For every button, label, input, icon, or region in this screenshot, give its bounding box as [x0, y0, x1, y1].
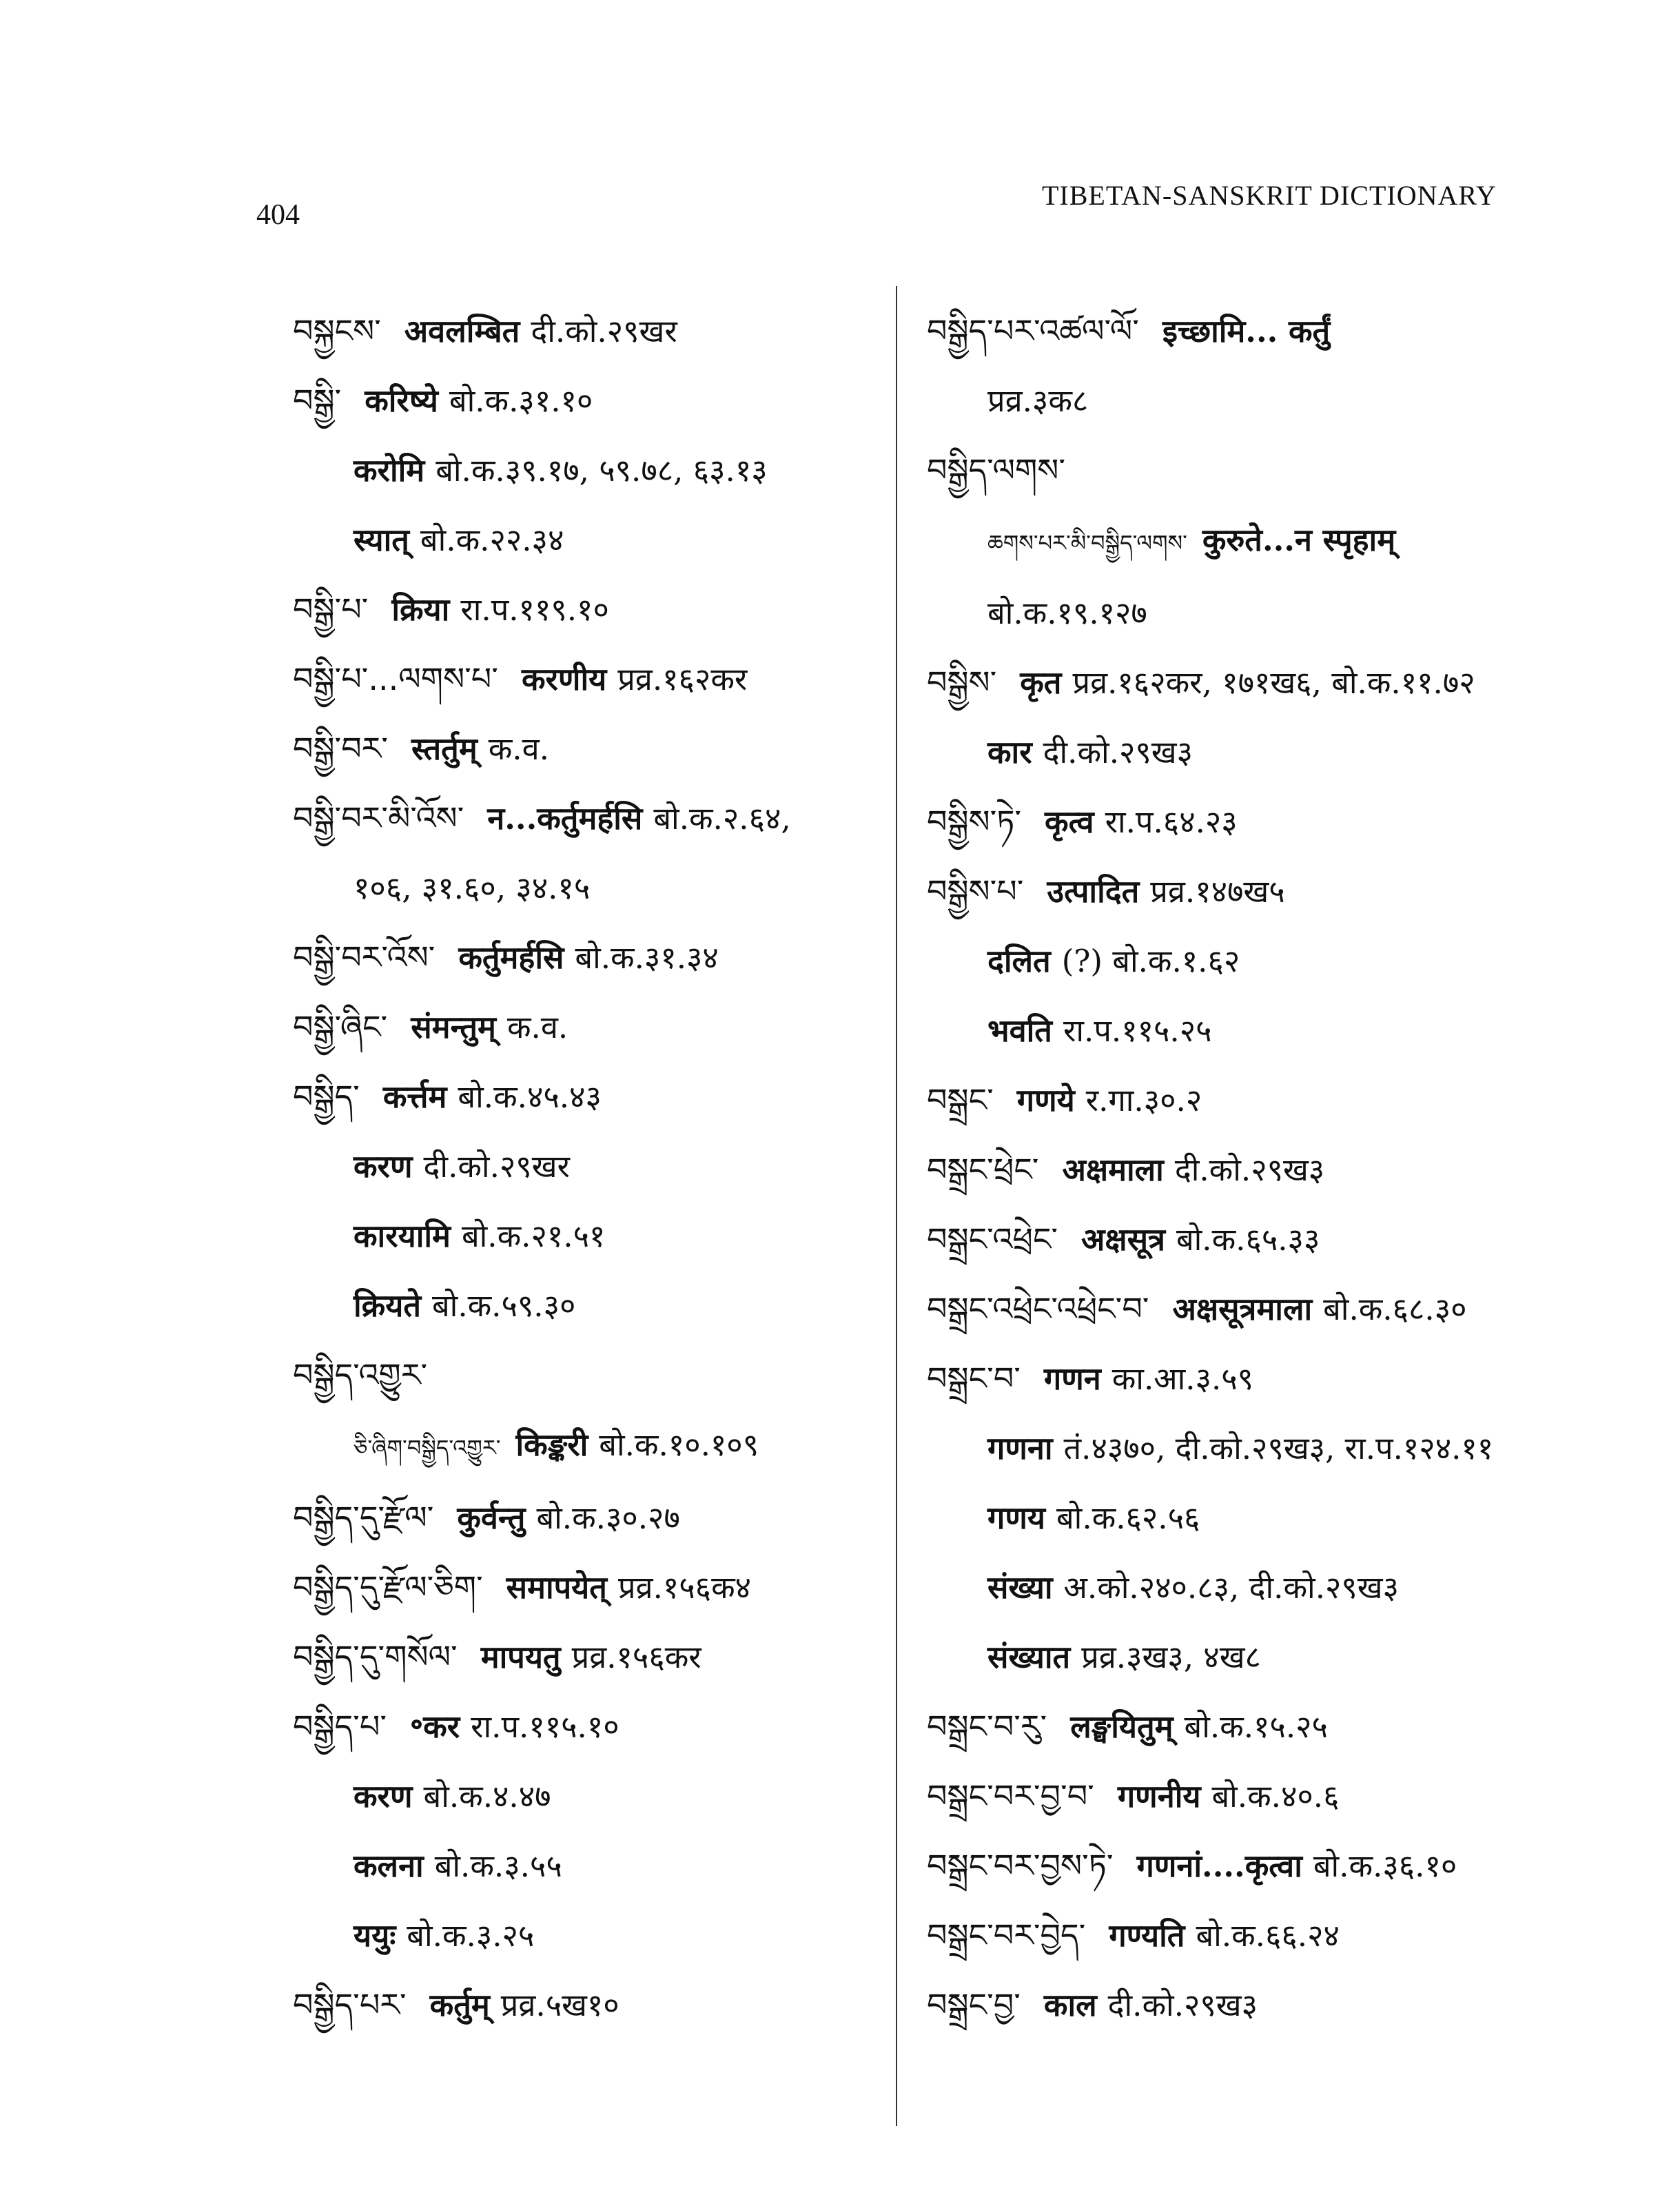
- dictionary-entry: [927, 1970, 1533, 2040]
- tibetan-headword: བསྒྲང་བར་བྱ་བ་: [927, 1777, 1094, 1815]
- sanskrit-equivalent: भवति: [987, 1012, 1052, 1049]
- source-reference: प्रव्र.१६२कर, १७१ख६, बो.क.११.७२: [1072, 664, 1475, 701]
- dictionary-entry: [927, 1483, 1533, 1553]
- tibetan-headword: བསྒྱིད་འགྱུར་: [293, 1356, 428, 1393]
- sanskrit-equivalent: अवलम्बित: [404, 313, 520, 349]
- dictionary-entry: [293, 1132, 899, 1201]
- sanskrit-equivalent: किङ्करी: [515, 1427, 588, 1463]
- dictionary-entry: [927, 1622, 1533, 1692]
- tibetan-headword: བསྒྲང་བ་རུ་: [927, 1708, 1047, 1745]
- sanskrit-equivalent: कारयामि: [354, 1218, 451, 1254]
- sanskrit-equivalent: गणनां....कृत्वा: [1136, 1848, 1302, 1884]
- source-reference: प्रव्र.५ख१०: [500, 1987, 619, 2023]
- sanskrit-equivalent: गणय: [987, 1500, 1045, 1536]
- sanskrit-equivalent: संख्यात: [987, 1639, 1071, 1675]
- dictionary-entry: [293, 1970, 899, 2040]
- sanskrit-equivalent: करण: [354, 1778, 413, 1815]
- tibetan-headword: བསྒྱི་བར་: [293, 730, 389, 767]
- tibetan-headword: བསྒྱིད་དུ་རྫོལ་: [293, 1499, 434, 1536]
- dictionary-entry: [927, 787, 1533, 857]
- dictionary-entry: [293, 1201, 899, 1271]
- source-reference: बो.क.२१.५१: [461, 1218, 606, 1254]
- dictionary-entry: [927, 436, 1533, 505]
- dictionary-entry: [293, 992, 899, 1062]
- source-reference: बो.क.३१.१०: [449, 382, 593, 419]
- dictionary-entry: [927, 1135, 1533, 1205]
- source-reference: (?) बो.क.१.६२: [1061, 943, 1240, 979]
- tibetan-headword: བསྒྱི་བར་མི་འོས་: [293, 799, 464, 837]
- dictionary-entry: [293, 1761, 899, 1831]
- tibetan-headword: བསྒྱིས་པ་: [927, 872, 1024, 910]
- tibetan-headword: བསྒྲང་: [927, 1081, 994, 1118]
- dictionary-entry: [927, 1065, 1533, 1135]
- source-reference: प्रव्र.१५६क४: [617, 1569, 752, 1606]
- dictionary-entry: [293, 1692, 899, 1761]
- source-reference: बो.क.६८.३०: [1323, 1291, 1467, 1327]
- source-reference: बो.क.६६.२४: [1196, 1917, 1340, 1954]
- sanskrit-equivalent: कृत्व: [1045, 804, 1094, 840]
- sanskrit-equivalent: अक्षसूत्रमाला: [1172, 1291, 1313, 1327]
- tibetan-headword: བསྒྱིད་དུ་གསོལ་: [293, 1638, 458, 1675]
- source-reference: बो.क.४५.४३: [458, 1079, 602, 1115]
- tibetan-headword: བསྒྱི་པ་: [293, 591, 369, 628]
- dictionary-entry: [927, 296, 1533, 366]
- sanskrit-equivalent: गणन: [1043, 1360, 1101, 1397]
- tibetan-headword: བསྒྱི་: [293, 382, 342, 419]
- source-reference: प्रव्र.१५६कर: [571, 1639, 701, 1675]
- dictionary-entry: [927, 717, 1533, 787]
- dictionary-entry: [293, 1410, 899, 1483]
- sanskrit-equivalent: करिष्ये: [365, 382, 438, 419]
- tibetan-headword: བསྒྱིད་དུ་རྫོལ་ཅིག་: [293, 1568, 483, 1606]
- dictionary-entry: [293, 1340, 899, 1410]
- page-number: 404: [256, 199, 300, 231]
- dictionary-entry: [927, 366, 1533, 436]
- source-reference: अ.को.२४०.८३, दी.को.२९ख३: [1063, 1569, 1400, 1606]
- source-reference: बो.क.३१.३४: [575, 939, 719, 976]
- dictionary-entry: [927, 1901, 1533, 1970]
- tibetan-headword: བསྒྱི་པ་...ལགས་པ་: [293, 660, 498, 697]
- source-reference: बो.क.३६.१०: [1313, 1848, 1457, 1884]
- dictionary-entry: [293, 366, 899, 436]
- dictionary-entry: [293, 436, 899, 505]
- sanskrit-equivalent: कर्तुम्: [429, 1987, 490, 2023]
- dictionary-entry: [927, 505, 1533, 578]
- sanskrit-equivalent: दलित: [987, 943, 1051, 979]
- dictionary-entry: [927, 996, 1533, 1065]
- dictionary-entry: [293, 1062, 899, 1132]
- sanskrit-equivalent: कुरुते...न स्पृहाम्: [1202, 522, 1396, 558]
- source-reference: दी.को.२९ख३: [1174, 1152, 1325, 1188]
- dictionary-entry: [293, 784, 899, 853]
- dictionary-entry: [293, 1622, 899, 1692]
- source-reference: बो.क.३.२५: [407, 1917, 535, 1954]
- sanskrit-equivalent: गणनीय: [1117, 1778, 1201, 1815]
- dictionary-column-right: [927, 296, 1533, 2040]
- source-reference: र.गा.३०.२: [1085, 1082, 1202, 1118]
- sanskrit-equivalent: काल: [1043, 1987, 1097, 2023]
- source-reference: बो.क.२.६४,: [653, 800, 791, 837]
- tibetan-headword: བསྒྱི་བར་འོས་: [293, 939, 436, 976]
- sanskrit-equivalent: क्रिया: [391, 591, 450, 628]
- source-reference: बो.क.४०.६: [1211, 1778, 1340, 1815]
- dictionary-entry: [927, 1831, 1533, 1901]
- dictionary-entry: [927, 926, 1533, 996]
- source-reference: क.व.: [506, 1009, 568, 1045]
- running-head: TIBETAN-SANSKRIT DICTIONARY: [1042, 180, 1497, 211]
- source-reference: रा.प.११५.१०: [471, 1708, 619, 1745]
- sanskrit-equivalent: संख्या: [987, 1569, 1053, 1606]
- source-reference: प्रव्र.१४७ख५: [1150, 873, 1285, 910]
- source-reference: बो.क.१५.२५: [1184, 1708, 1328, 1745]
- sanskrit-equivalent: ॰कर: [409, 1708, 460, 1745]
- dictionary-entry: [293, 714, 899, 784]
- dictionary-entry: [293, 644, 899, 714]
- sanskrit-equivalent: स्यात्: [354, 522, 409, 558]
- tibetan-headword: བསྒྱིད་པར་འཚལ་ལོ་: [927, 312, 1139, 349]
- sanskrit-equivalent: अक्षसूत्र: [1081, 1221, 1165, 1258]
- dictionary-entry: [927, 857, 1533, 926]
- tibetan-headword: ཆགས་པར་མི་བསྒྱིད་ལགས་: [987, 530, 1187, 556]
- sanskrit-equivalent: गणना: [987, 1430, 1053, 1467]
- source-reference: बो.क.२२.३४: [420, 522, 564, 558]
- dictionary-entry: [293, 923, 899, 992]
- dictionary-entry: [293, 575, 899, 644]
- dictionary-entry: [293, 853, 899, 923]
- source-reference: प्रव्र.३क८: [987, 382, 1089, 419]
- tibetan-headword: བསྐྱངས་: [293, 312, 381, 349]
- sanskrit-equivalent: गणये: [1016, 1082, 1075, 1118]
- source-reference: बो.क.६२.५६: [1056, 1500, 1200, 1536]
- sanskrit-equivalent: लङ्घयितुम्: [1070, 1708, 1174, 1745]
- source-reference: बो.क.३०.२७: [536, 1500, 680, 1536]
- source-reference: क.व.: [488, 730, 549, 767]
- sanskrit-equivalent: समापयेत्: [506, 1569, 607, 1606]
- source-reference: बो.क.३९.१७, ५९.७८, ६३.१३: [436, 452, 768, 489]
- sanskrit-equivalent: अक्षमाला: [1062, 1152, 1164, 1188]
- column-divider: [896, 286, 897, 2126]
- dictionary-column-left: [293, 296, 899, 2040]
- tibetan-headword: བསྒྲང་འཕྲེང་: [927, 1220, 1058, 1258]
- dictionary-entry: [927, 1205, 1533, 1274]
- source-reference: बो.क.३.५५: [434, 1848, 562, 1884]
- sanskrit-equivalent: कुर्वन्तु: [457, 1500, 526, 1536]
- dictionary-entry: [927, 1344, 1533, 1413]
- tibetan-headword: བསྒྱི་ཞིང་: [293, 1008, 388, 1045]
- source-reference: रा.प.११९.१०: [460, 591, 609, 628]
- source-reference: १०६, ३१.६०, ३४.१५: [354, 870, 591, 906]
- tibetan-headword: བསྒྱིད་པ་: [293, 1708, 387, 1745]
- tibetan-headword: བསྒྲང་བ་: [927, 1360, 1021, 1397]
- tibetan-headword: བསྒྱིས་: [927, 664, 997, 701]
- sanskrit-equivalent: कर्तुमर्हसि: [458, 939, 564, 976]
- dictionary-entry: [927, 1413, 1533, 1483]
- sanskrit-equivalent: करणीय: [521, 661, 607, 697]
- sanskrit-equivalent: कलना: [354, 1848, 424, 1884]
- source-reference: बो.क.१९.१२७: [987, 595, 1147, 631]
- tibetan-headword: བསྒྲང་བར་བྱེད་: [927, 1917, 1086, 1954]
- source-reference: दी.को.२९ख३: [1107, 1987, 1258, 2023]
- tibetan-headword: བསྒྲང་འཕྲེང་འཕྲེང་བ་: [927, 1290, 1149, 1327]
- dictionary-entry: [927, 578, 1533, 648]
- sanskrit-equivalent: कृत: [1020, 664, 1062, 701]
- source-reference: बो.क.६५.३३: [1176, 1221, 1320, 1258]
- source-reference: रा.प.६४.२३: [1105, 804, 1238, 840]
- dictionary-entry: [927, 1761, 1533, 1831]
- dictionary-entry: [293, 1483, 899, 1553]
- sanskrit-equivalent: उत्पादित: [1047, 873, 1140, 910]
- source-reference: बो.क.४.४७: [423, 1778, 551, 1815]
- tibetan-headword: བསྒྲང་བྱ་: [927, 1986, 1021, 2023]
- tibetan-headword: བསྒྲང་ཕྲེང་: [927, 1151, 1039, 1188]
- dictionary-entry: [293, 296, 899, 366]
- dictionary-entry: [293, 1553, 899, 1622]
- source-reference: तं.४३७०, दी.को.२९ख३, रा.प.१२४.११: [1063, 1430, 1494, 1467]
- tibetan-headword: བསྒྱིད་ལགས་: [927, 451, 1066, 489]
- sanskrit-equivalent: करोमि: [354, 452, 425, 489]
- source-reference: दी.को.२९ख३: [1043, 734, 1194, 770]
- sanskrit-equivalent: संमन्तुम्: [411, 1009, 496, 1045]
- source-reference: बो.क.५९.३०: [431, 1287, 576, 1324]
- source-reference: प्रव्र.१६२कर: [617, 661, 748, 697]
- tibetan-headword: བསྒྲང་བར་བྱས་ཏེ་: [927, 1847, 1114, 1884]
- source-reference: दी.को.२९खर: [531, 313, 677, 349]
- sanskrit-equivalent: ययुः: [354, 1917, 396, 1954]
- sanskrit-equivalent: इच्छामि... कर्तुं: [1162, 313, 1331, 349]
- tibetan-headword: ཅི་ཞིག་བསྒྱིད་འགྱུར་: [354, 1435, 501, 1461]
- source-reference: प्रव्र.३ख३, ४ख८: [1081, 1639, 1261, 1675]
- sanskrit-equivalent: क्रियते: [354, 1287, 421, 1324]
- sanskrit-equivalent: न...कर्तुमर्हसि: [487, 800, 643, 837]
- dictionary-entry: [293, 1831, 899, 1901]
- sanskrit-equivalent: स्तर्तुम्: [411, 730, 478, 767]
- sanskrit-equivalent: गण्यति: [1109, 1917, 1185, 1954]
- source-reference: दी.को.२९खर: [423, 1148, 570, 1185]
- source-reference: रा.प.११५.२५: [1063, 1012, 1212, 1049]
- sanskrit-equivalent: कार: [987, 734, 1032, 770]
- source-reference: बो.क.१०.१०९: [599, 1427, 759, 1463]
- sanskrit-equivalent: कर्त्तम: [382, 1079, 447, 1115]
- dictionary-entry: [927, 1692, 1533, 1761]
- tibetan-headword: བསྒྱིས་ཏེ་: [927, 803, 1022, 840]
- sanskrit-equivalent: मापयतु: [480, 1639, 561, 1675]
- tibetan-headword: བསྒྱིད་པར་: [293, 1986, 407, 2023]
- dictionary-entry: [293, 1271, 899, 1340]
- dictionary-entry: [293, 505, 899, 575]
- dictionary-entry: [927, 1553, 1533, 1622]
- dictionary-entry: [293, 1901, 899, 1970]
- sanskrit-equivalent: करण: [354, 1148, 413, 1185]
- dictionary-entry: [927, 648, 1533, 717]
- tibetan-headword: བསྒྱིད་: [293, 1078, 360, 1115]
- dictionary-entry: [927, 1274, 1533, 1344]
- source-reference: का.आ.३.५९: [1112, 1360, 1254, 1397]
